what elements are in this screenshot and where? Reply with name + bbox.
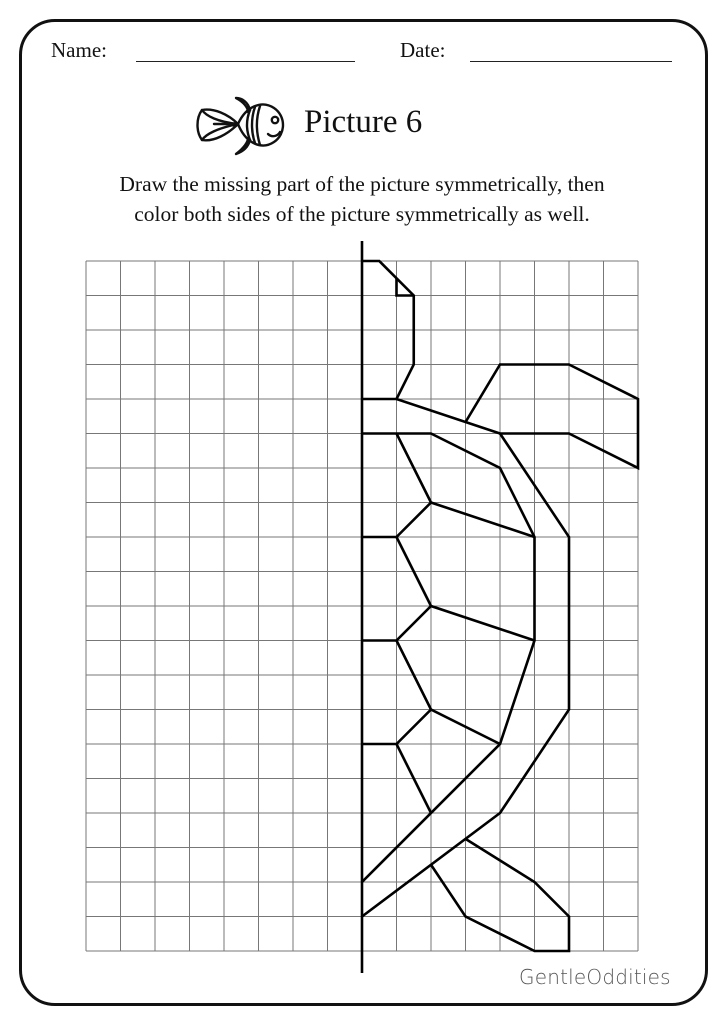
shape-segment [362, 434, 535, 883]
shape-segment [466, 365, 639, 469]
page-title: Picture 6 [304, 104, 423, 140]
instructions-line-2: color both sides of the picture symmetrically as well. [134, 202, 590, 226]
instructions-line-1: Draw the missing part of the picture symmetrically, then [119, 172, 605, 196]
name-label: Name: [51, 38, 107, 62]
brand-logo: GentleOddities [519, 965, 671, 989]
date-label: Date: [400, 38, 446, 62]
